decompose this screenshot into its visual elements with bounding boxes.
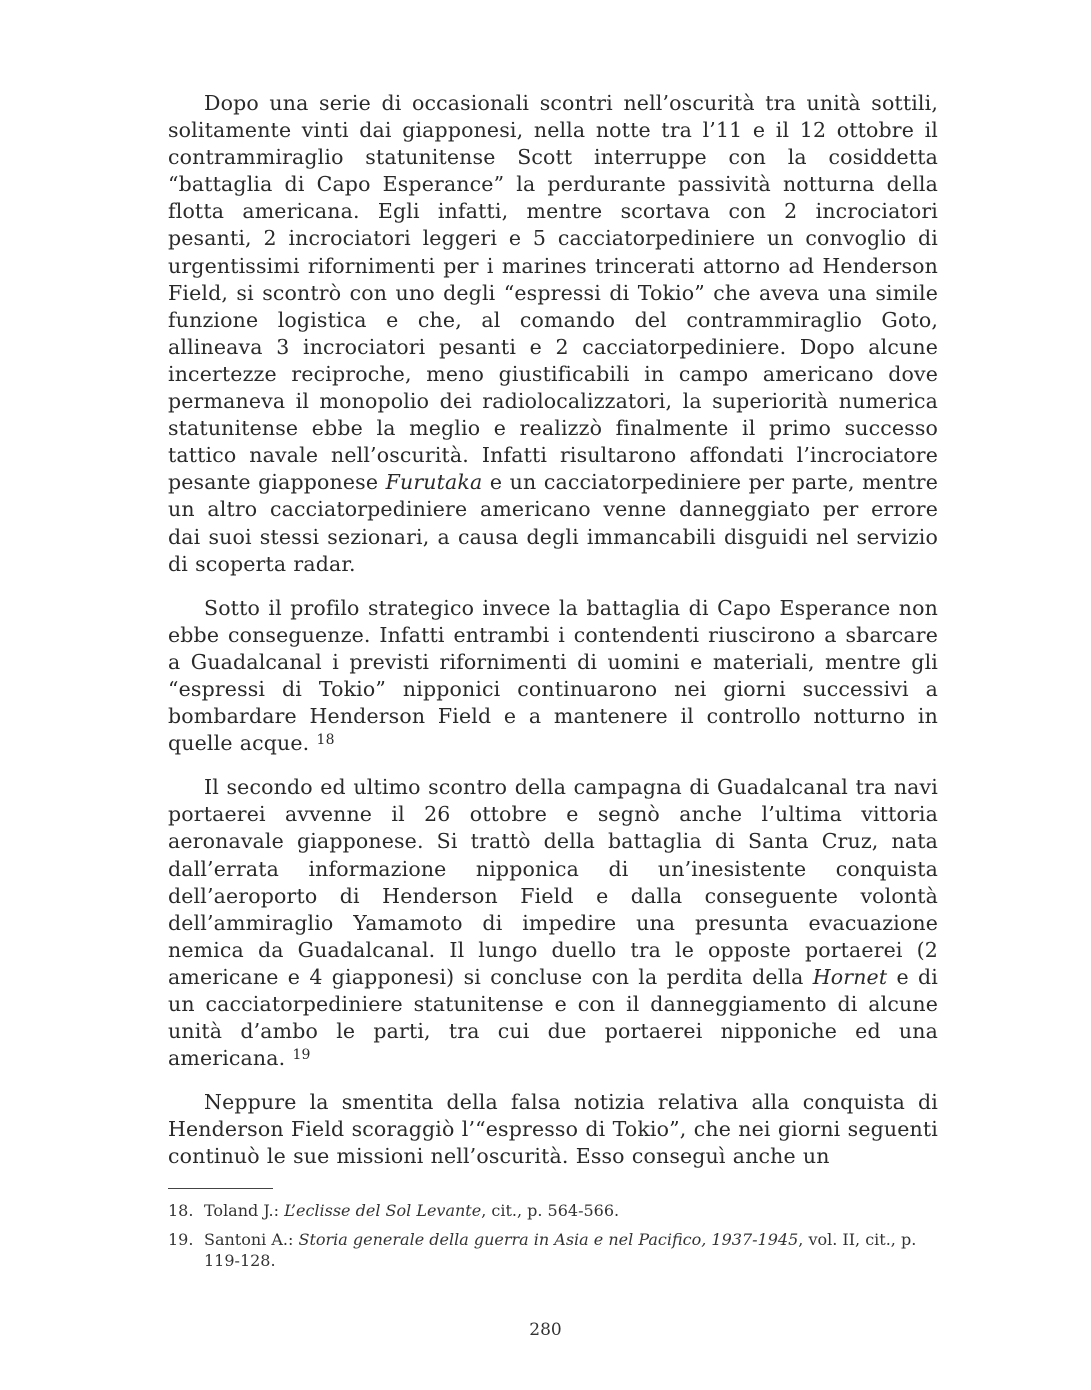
text-run: Sotto il profilo strategico invece la battaglia di Capo Esperance non ebbe conseguenze. Infatti entrambi i contendenti riuscirono a sbarcare a Guadalcanal i previsti rifornimenti di uomini e materiali, mentre gli “espressi di Tokio” nipponici continuarono nei giorni successivi a bombardare Henderson Field e a mantenere il controllo notturno in quelle acque.	[168, 595, 938, 756]
ship-name-hornet: Hornet	[812, 964, 888, 989]
paragraph-tokyo-express	[168, 1089, 938, 1170]
footnote-title: L’eclisse del Sol Levante	[284, 1201, 482, 1220]
footnote-number: 18.	[168, 1201, 194, 1220]
footnote-citation: , cit., p. 564-566.	[481, 1201, 620, 1220]
footnote-19	[168, 1229, 938, 1271]
footnote-citation: , vol. II, cit., p. 119-128.	[204, 1230, 917, 1270]
text-run: Neppure la smentita della falsa notizia relativa alla conquista di Henderson Field scoraggiò l’“espresso di Tokio”, che nei giorni seguenti continuò le sue missioni nell’oscurità. Esso conseguì anche un	[168, 1090, 938, 1169]
footnote-ref-18[interactable]: 18	[316, 732, 335, 749]
footnote-author: Santoni A.:	[204, 1230, 299, 1249]
footnote-ref-19[interactable]: 19	[292, 1047, 311, 1064]
text-run: Il secondo ed ultimo scontro della campagna di Guadalcanal tra navi portaerei avvenne il 26 ottobre e segnò anche l’ultima vittoria aeronavale giapponese. Si trattò della battaglia di Santa Cruz, nata dall’errata informazione nipponica di un’inesistente conquista dell’aeroporto di Henderson Field e dalla conseguente volontà dell’ammiraglio Yamamoto di impedire una presunta evacuazione nemica da Guadalcanal. Il lungo duello tra le opposte portaerei (2 americane e 4 giapponesi) si concluse con la perdita della	[168, 775, 938, 989]
paragraph-strategic-profile	[168, 595, 938, 758]
footnote-title: Storia generale della guerra in Asia e nel Pacifico, 1937-1945	[298, 1230, 799, 1249]
footnote-divider	[168, 1188, 273, 1189]
paragraph-capo-esperance	[168, 90, 938, 578]
footnotes	[168, 1200, 938, 1279]
text-run: e di un cacciatorpediniere statunitense e con il danneggiamento di alcune unità d’ambo le parti, tra cui due portaerei nipponiche ed una americana.	[168, 964, 939, 1071]
footnote-number: 19.	[168, 1230, 194, 1249]
footnote-author: Toland J.:	[204, 1201, 285, 1220]
page-number: 280	[529, 1320, 562, 1340]
text-run: Dopo una serie di occasionali scontri nell’oscurità tra unità sottili, solitamente vinti dai giapponesi, nella notte tra l’11 e il 12 ottobre il contrammiraglio statunitense Scott interruppe con la cosiddetta “battaglia di Capo Esperance” la perdurante passività notturna della flotta americana. Egli infatti, mentre scortava con 2 incrociatori pesanti, 2 incrociatori leggeri e 5 cacciatorpediniere un convoglio di urgentissimi rifornimenti per i marines trincerati attorno ad Henderson Field, si scontrò con uno degli “espressi di Tokio” che aveva una simile funzione logistica e che, al comando del contrammiraglio Goto, allineava 3 incrociatori pesanti e 2 cacciatorpediniere. Dopo alcune incertezze reciproche, meno giustificabili in campo americano dove permaneva il monopolio dei radiolocalizzatori, la superiorità numerica statunitense ebbe la meglio e realizzò finalmente il primo successo tattico navale nell’oscurità. Infatti risultarono affondati l’incrociatore pesante giapponese	[168, 91, 938, 495]
footnote-18	[168, 1200, 938, 1221]
text-run: e un cacciatorpediniere per parte, mentre un altro cacciatorpediniere americano venne danneggiato per errore dai suoi stessi sezionari, a causa degli immancabili disguidi nel servizio di scoperta radar.	[168, 470, 938, 576]
paragraph-santa-cruz	[168, 774, 938, 1072]
ship-name-furutaka: Furutaka	[385, 470, 483, 495]
body-text	[168, 90, 938, 1188]
